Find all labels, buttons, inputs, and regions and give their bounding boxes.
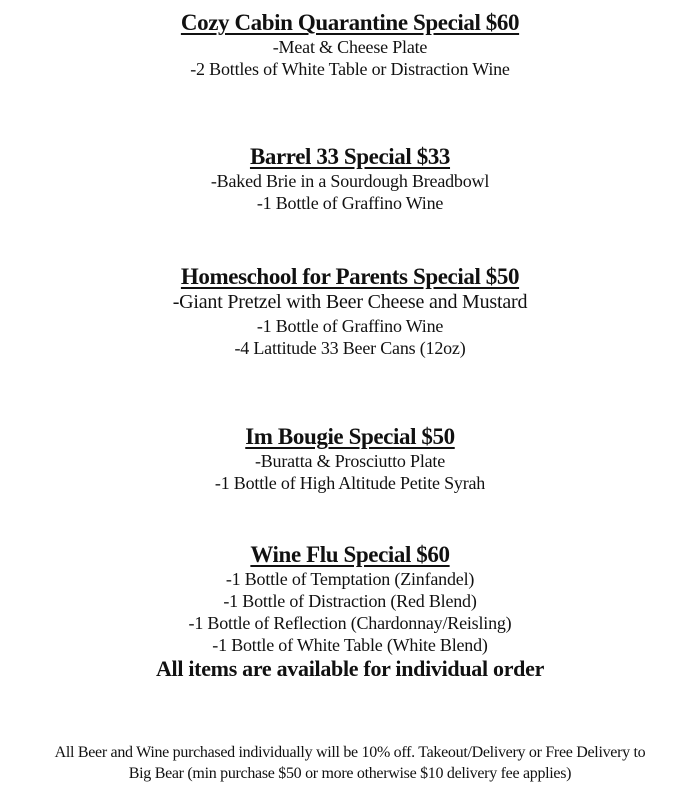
footer-line-1: All Beer and Wine purchased individually will be 10% off. Takeout/Delivery or Free Delivery to (54, 744, 646, 761)
special-item: -Giant Pretzel with Beer Cheese and Mustard (172, 291, 528, 313)
special-title: Barrel 33 Special $33 (249, 144, 451, 169)
individual-order-note: All items are available for individual order (155, 656, 545, 681)
special-item: -1 Bottle of High Altitude Petite Syrah (214, 473, 486, 493)
footer-line-2: Big Bear (min purchase $50 or more otherwise $10 delivery fee applies) (128, 765, 572, 782)
special-item: -1 Bottle of Reflection (Chardonnay/Reisling) (188, 613, 512, 633)
special-title: Im Bougie Special $50 (245, 424, 455, 449)
special-title: Homeschool for Parents Special $50 (180, 264, 520, 289)
special-cozy-cabin (0, 10, 700, 80)
special-barrel-33 (0, 144, 700, 214)
special-homeschool (0, 264, 700, 359)
special-item: -1 Bottle of White Table (White Blend) (212, 635, 488, 655)
special-item: -Meat & Cheese Plate (272, 37, 428, 57)
special-title: Wine Flu Special $60 (250, 542, 450, 567)
special-item: -4 Lattitude 33 Beer Cans (12oz) (234, 338, 466, 358)
special-item: -2 Bottles of White Table or Distraction Wine (190, 59, 510, 79)
footer-notice (0, 742, 700, 784)
special-im-bougie (0, 424, 700, 494)
special-wine-flu (0, 542, 700, 682)
special-item: -1 Bottle of Distraction (Red Blend) (223, 591, 477, 611)
special-item: -1 Bottle of Temptation (Zinfandel) (225, 569, 475, 589)
special-item: -1 Bottle of Graffino Wine (256, 193, 444, 213)
special-item: -Buratta & Prosciutto Plate (254, 451, 446, 471)
special-item: -Baked Brie in a Sourdough Breadbowl (210, 171, 490, 191)
special-item: -1 Bottle of Graffino Wine (256, 316, 444, 336)
special-title: Cozy Cabin Quarantine Special $60 (180, 10, 520, 35)
